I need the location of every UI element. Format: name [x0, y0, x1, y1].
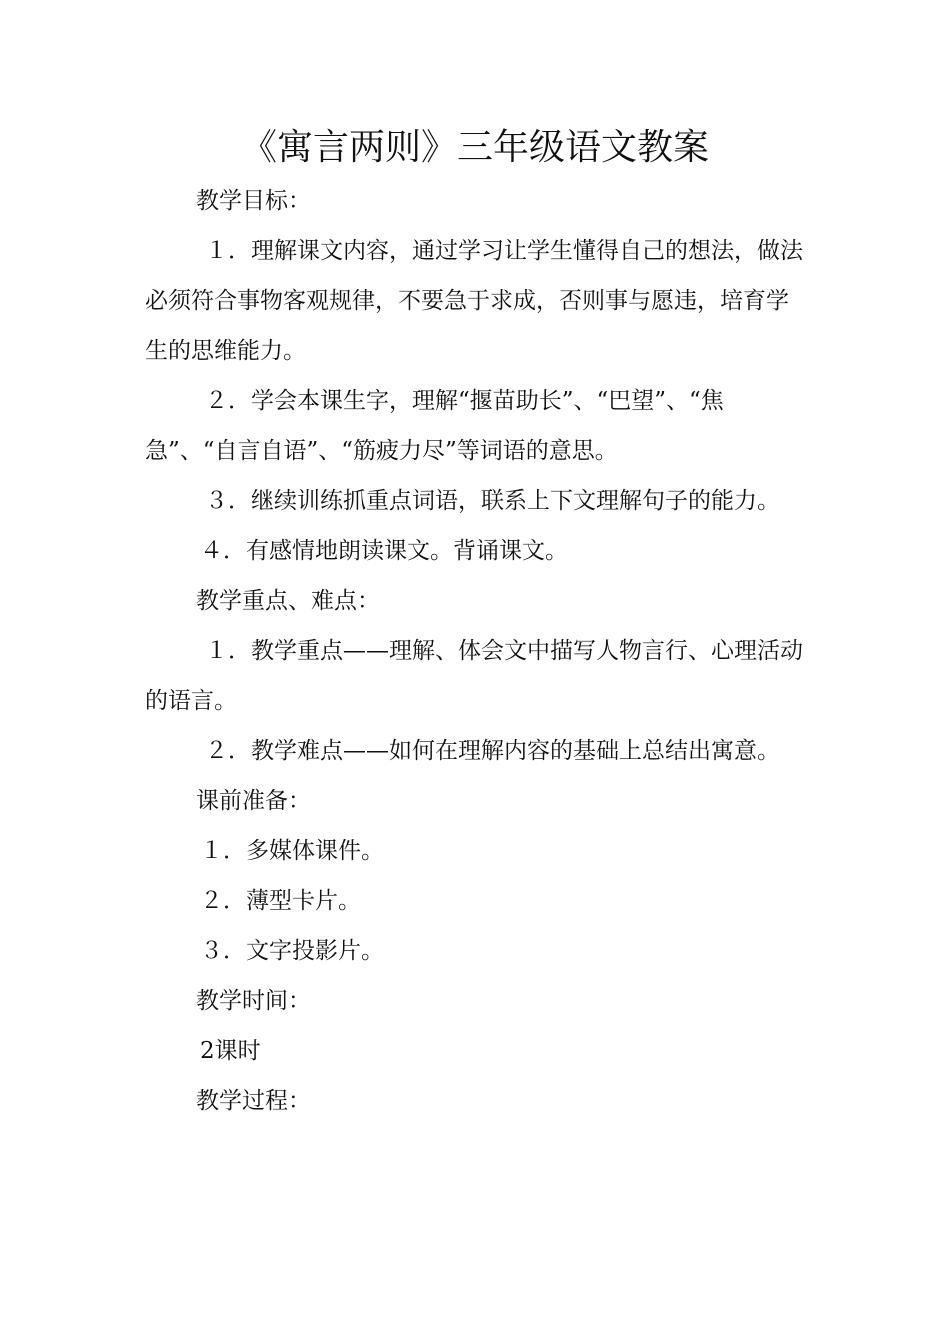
- prep-2: ２．薄型卡片。: [200, 888, 361, 914]
- goals-heading: 教学目标：: [196, 188, 311, 214]
- prep-1: １．多媒体课件。: [200, 838, 384, 864]
- document-title: 《寓言两则》三年级语文教案: [240, 127, 709, 168]
- keypoint-2: ２．教学难点——如何在理解内容的基础上总结出寓意。: [205, 738, 780, 764]
- process-heading: 教学过程：: [196, 1088, 311, 1114]
- goal-2: ２．学会本课生字，理解“揠苗助长”、“巴望”、“焦急”、“自言自语”、“筋疲力尽”等词语的意思。: [145, 388, 724, 464]
- keypoint-1: １．教学重点——理解、体会文中描写人物言行、心理活动的语言。: [145, 638, 803, 714]
- keypoints-heading: 教学重点、难点：: [196, 588, 380, 614]
- goal-4: ４．有感情地朗读课文。背诵课文。: [200, 538, 568, 564]
- goal-1: １．理解课文内容，通过学习让学生懂得自己的想法，做法必须符合事物客观规律，不要急于求成，否则事与愿违，培育学生的思维能力。: [145, 238, 803, 364]
- goal-3: ３．继续训练抓重点词语，联系上下文理解句子的能力。: [205, 488, 780, 514]
- prep-heading: 课前准备：: [196, 788, 311, 814]
- time-value: 2课时: [200, 1038, 261, 1064]
- time-heading: 教学时间：: [196, 988, 311, 1014]
- prep-3: ３．文字投影片。: [200, 938, 384, 964]
- document-body: [145, 176, 810, 1126]
